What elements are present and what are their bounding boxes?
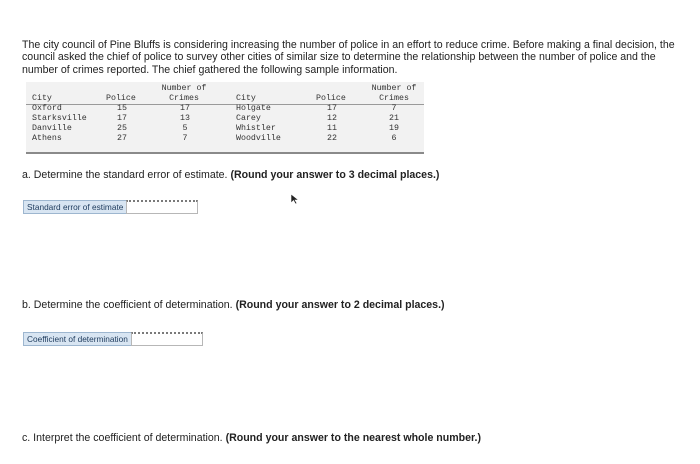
cell-police: 11 xyxy=(327,124,337,133)
cell-crimes: 6 xyxy=(391,134,397,143)
question-c xyxy=(22,432,481,445)
cell-city: Holgate xyxy=(236,104,271,113)
answer-row-coefficient xyxy=(23,332,203,346)
cell-city: Danville xyxy=(32,124,72,133)
cell-city: Athens xyxy=(32,134,62,143)
cell-crimes: 17 xyxy=(180,104,190,113)
cell-police: 27 xyxy=(117,134,127,143)
question-b xyxy=(22,299,445,312)
question-b-instruction: (Round your answer to 2 decimal places.) xyxy=(235,299,445,311)
cell-crimes: 13 xyxy=(180,114,190,123)
coefficient-input[interactable] xyxy=(131,332,203,346)
cell-city: Woodville xyxy=(236,134,281,143)
cell-police: 15 xyxy=(117,104,127,113)
question-a xyxy=(22,169,439,182)
data-table xyxy=(26,82,424,154)
header-crimes-line2-right: Crimes xyxy=(379,94,409,103)
header-city-left: City xyxy=(32,94,52,103)
answer-row-standard-error xyxy=(23,200,198,214)
header-crimes-line1-left: Number of xyxy=(161,84,207,93)
cell-police: 25 xyxy=(117,124,127,133)
cell-police: 17 xyxy=(327,104,337,113)
cell-city: Starksville xyxy=(32,114,87,123)
problem-intro: The city council of Pine Bluffs is considering increasing the number of police in an effort to reduce crime. Before making a final decision, the council asked the chief of police to survey other cities of similar size to determine the relationship between the number of police and the number of crimes reported. The chief gathered the following sample information. xyxy=(22,38,675,76)
header-rule xyxy=(26,104,424,105)
question-b-text: b. Determine the coefficient of determination. xyxy=(22,299,236,311)
standard-error-input[interactable] xyxy=(126,200,198,214)
header-police-right: Police xyxy=(316,94,346,103)
cell-police: 17 xyxy=(117,114,127,123)
cell-police: 12 xyxy=(327,114,337,123)
cell-crimes: 7 xyxy=(391,104,397,113)
cell-crimes: 7 xyxy=(182,134,188,143)
cell-city: Carey xyxy=(236,114,261,123)
cell-crimes: 5 xyxy=(182,124,188,133)
coefficient-label: Coefficient of determination xyxy=(23,332,132,346)
header-police-left: Police xyxy=(106,94,136,103)
question-c-instruction: (Round your answer to the nearest whole number.) xyxy=(225,432,482,444)
mouse-cursor-icon xyxy=(290,193,300,205)
header-crimes-line2-left: Crimes xyxy=(169,94,199,103)
cell-crimes: 21 xyxy=(389,114,399,123)
question-c-text: c. Interpret the coefficient of determination. xyxy=(22,432,226,444)
question-a-text: a. Determine the standard error of estimate. xyxy=(22,169,231,181)
header-crimes-line1-right: Number of xyxy=(371,84,417,93)
question-a-instruction: (Round your answer to 3 decimal places.) xyxy=(230,169,440,181)
standard-error-label: Standard error of estimate xyxy=(23,200,127,214)
cell-city: Oxford xyxy=(32,104,62,113)
cell-crimes: 19 xyxy=(389,124,399,133)
header-city-right: City xyxy=(236,94,256,103)
cell-city: Whistler xyxy=(236,124,276,133)
cell-police: 22 xyxy=(327,134,337,143)
